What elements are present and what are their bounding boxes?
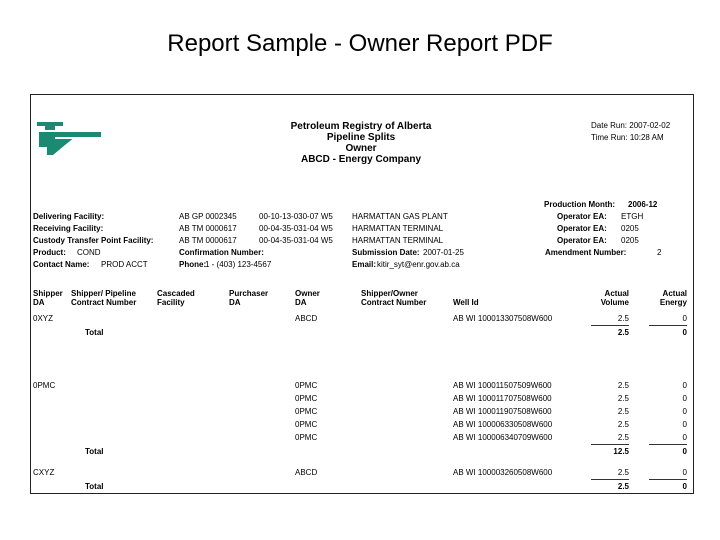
col-shipper-da-line2: DA — [33, 298, 45, 307]
col-owner-line1: Owner — [295, 289, 320, 298]
operator-ea-value-3: 0205 — [621, 236, 639, 245]
submission-date-label: Submission Date: — [352, 248, 420, 257]
col-actual-energy-line1: Actual — [662, 289, 687, 298]
receiving-code: AB TM 0000617 — [179, 224, 237, 233]
col-purchaser-line2: DA — [229, 298, 241, 307]
registry-logo-icon — [35, 119, 103, 163]
row-owner: ABCD — [295, 468, 318, 477]
col-owner-line2: DA — [295, 298, 307, 307]
row-well-id: AB WI 100011707508W600 — [453, 394, 552, 403]
row-energy: 0 — [682, 433, 687, 442]
row-volume: 2.5 — [617, 420, 629, 429]
row-volume: 2.5 — [617, 468, 629, 477]
total-energy: 0 — [682, 482, 687, 491]
production-month-value: 2006-12 — [628, 200, 658, 209]
delivering-code: AB GP 0002345 — [179, 212, 237, 221]
row-volume: 2.5 — [617, 394, 629, 403]
row-well-id: AB WI 100011507509W600 — [453, 381, 552, 390]
row-well-id: AB WI 100006340709W600 — [453, 433, 553, 442]
operator-ea-value-1: ETGH — [621, 212, 644, 221]
subtotal-rule — [591, 444, 629, 445]
operator-ea-label-1: Operator EA: — [557, 212, 607, 221]
row-volume: 2.5 — [617, 407, 629, 416]
col-shipper-owner-line2: Contract Number — [361, 298, 427, 307]
time-run: Time Run: 10:28 AM — [591, 133, 664, 142]
subtotal-rule — [591, 479, 629, 480]
custody-transfer-label: Custody Transfer Point Facility: — [33, 236, 154, 245]
row-owner: 0PMC — [295, 407, 318, 416]
confirmation-label: Confirmation Number: — [179, 248, 264, 257]
delivering-label: Delivering Facility: — [33, 212, 105, 221]
total-energy: 0 — [682, 447, 687, 456]
total-volume: 12.5 — [613, 447, 629, 456]
col-actual-energy-line2: Energy — [659, 298, 687, 307]
total-volume: 2.5 — [617, 482, 629, 491]
row-volume: 2.5 — [617, 381, 629, 390]
custody-transfer-code: AB TM 0000617 — [179, 236, 237, 245]
col-actual-volume-line1: Actual — [604, 289, 629, 298]
total-label: Total — [85, 447, 104, 456]
total-energy: 0 — [682, 328, 687, 337]
subtotal-rule — [649, 444, 687, 445]
report-document — [30, 94, 694, 494]
subtotal-rule — [649, 479, 687, 480]
col-shipper-pipeline-line1: Shipper/ Pipeline — [71, 289, 136, 298]
receiving-label: Receiving Facility: — [33, 224, 104, 233]
custody-transfer-location: 00-04-35-031-04 W5 — [259, 236, 333, 245]
row-energy: 0 — [682, 468, 687, 477]
row-volume: 2.5 — [617, 433, 629, 442]
row-well-id: AB WI 100003260508W600 — [453, 468, 553, 477]
delivering-location: 00-10-13-030-07 W5 — [259, 212, 333, 221]
amendment-label: Amendment Number: — [545, 248, 627, 257]
group-shipper: 0XYZ — [33, 314, 54, 323]
delivering-name: HARMATTAN GAS PLANT — [352, 212, 448, 221]
receiving-name: HARMATTAN TERMINAL — [352, 224, 444, 233]
row-volume: 2.5 — [617, 314, 629, 323]
total-volume: 2.5 — [617, 328, 629, 337]
row-owner: 0PMC — [295, 420, 318, 429]
subtotal-rule — [649, 325, 687, 326]
phone-value: 1 - (403) 123-4567 — [205, 260, 272, 269]
production-month-label: Production Month: — [544, 200, 616, 209]
row-owner: ABCD — [295, 314, 318, 323]
company-name: ABCD - Energy Company — [300, 154, 421, 165]
report-type: Owner — [345, 143, 377, 154]
row-energy: 0 — [682, 420, 687, 429]
contact-name-label: Contact Name: — [33, 260, 90, 269]
col-shipper-pipeline-line2: Contract Number — [71, 298, 137, 307]
row-owner: 0PMC — [295, 381, 318, 390]
email-value: kitir_syt@enr.gov.ab.ca — [377, 260, 460, 269]
email-label: Email: — [352, 260, 377, 269]
col-shipper-owner-line1: Shipper/Owner — [361, 289, 418, 298]
row-owner: 0PMC — [295, 394, 318, 403]
custody-transfer-name: HARMATTAN TERMINAL — [352, 236, 444, 245]
col-cascaded-line2: Facility — [157, 298, 185, 307]
date-run: Date Run: 2007-02-02 — [591, 121, 671, 130]
col-cascaded-line1: Cascaded — [157, 289, 195, 298]
group-shipper: 0PMC — [33, 381, 56, 390]
row-energy: 0 — [682, 407, 687, 416]
receiving-location: 00-04-35-031-04 W5 — [259, 224, 333, 233]
row-energy: 0 — [682, 381, 687, 390]
operator-ea-label-3: Operator EA: — [557, 236, 607, 245]
col-purchaser-line1: Purchaser — [229, 289, 269, 298]
total-label: Total — [85, 482, 104, 491]
col-shipper-da-line1: Shipper — [33, 289, 63, 298]
subtotal-rule — [591, 325, 629, 326]
row-well-id: AB WI 100013307508W600 — [453, 314, 553, 323]
row-owner: 0PMC — [295, 433, 318, 442]
product-label: Product: — [33, 248, 66, 257]
total-label: Total — [85, 328, 104, 337]
operator-ea-label-2: Operator EA: — [557, 224, 607, 233]
phone-label: Phone: — [179, 260, 207, 269]
operator-ea-value-2: 0205 — [621, 224, 639, 233]
row-well-id: AB WI 100006330508W600 — [453, 420, 553, 429]
report-name: Pipeline Splits — [326, 132, 396, 143]
row-well-id: AB WI 100011907508W600 — [453, 407, 552, 416]
amendment-value: 2 — [657, 248, 662, 257]
row-energy: 0 — [682, 394, 687, 403]
submission-date-value: 2007-01-25 — [423, 248, 464, 257]
row-energy: 0 — [682, 314, 687, 323]
col-actual-volume-line2: Volume — [600, 298, 629, 307]
contact-name-value: PROD ACCT — [101, 260, 148, 269]
slide-title: Report Sample - Owner Report PDF — [167, 30, 553, 57]
col-well-id: Well Id — [453, 298, 479, 307]
group-shipper: CXYZ — [33, 468, 55, 477]
org-name: Petroleum Registry of Alberta — [290, 121, 432, 132]
product-value: COND — [77, 248, 101, 257]
